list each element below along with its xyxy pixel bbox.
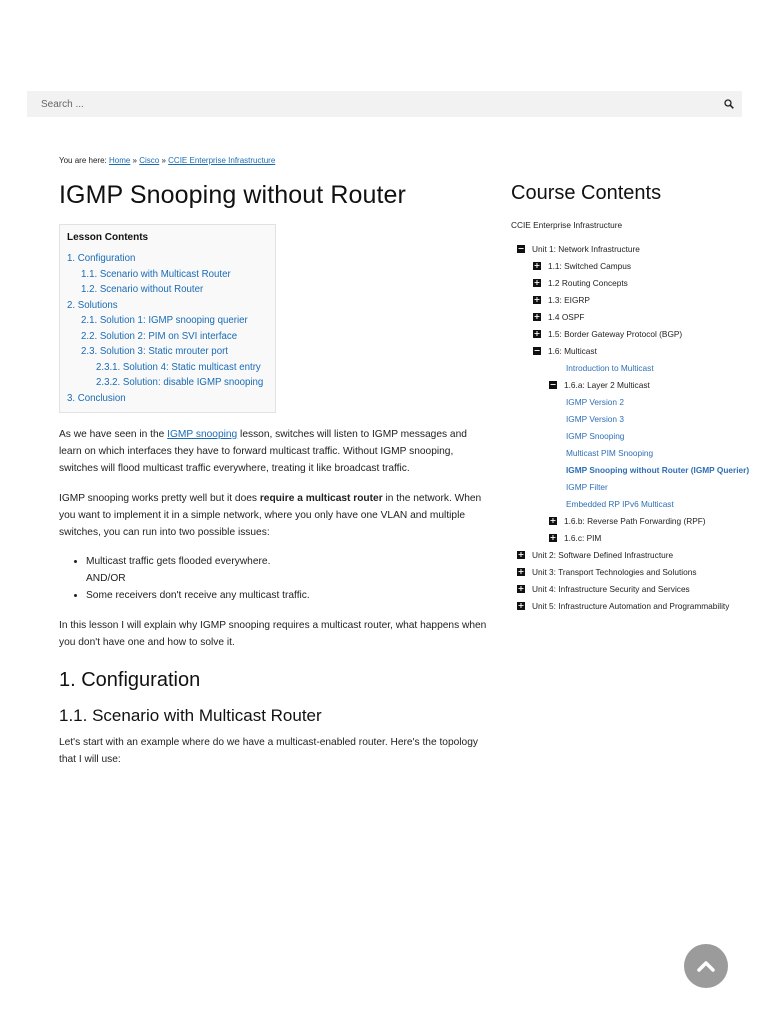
expand-icon[interactable]: +: [517, 584, 525, 593]
tree-item-label: Multicast PIM Snooping: [566, 448, 654, 458]
tree-item-label: 1.1: Switched Campus: [548, 261, 632, 271]
tree-item[interactable]: [511, 448, 751, 459]
breadcrumb-cisco[interactable]: Cisco: [139, 156, 160, 165]
tree-item[interactable]: [511, 414, 751, 425]
tree-item-label: Unit 1: Network Infrastructure: [532, 244, 640, 254]
p1-text: As we have seen in the: [59, 429, 168, 440]
tree-item-label: 1.6.b: Reverse Path Forwarding (RPF): [564, 516, 706, 526]
requirement-paragraph: [59, 490, 487, 541]
tree-item-label: 1.2 Routing Concepts: [548, 278, 628, 288]
tree-item[interactable]: [511, 312, 751, 323]
breadcrumb-ccie[interactable]: CCIE Enterprise Infrastructure: [168, 156, 276, 165]
tree-item[interactable]: [511, 363, 751, 374]
tree-item[interactable]: [511, 584, 751, 595]
lesson-contents: [59, 224, 276, 413]
toc-item[interactable]: 1.2. Scenario without Router: [81, 284, 204, 295]
tree-item-label: 1.6.a: Layer 2 Multicast: [564, 380, 650, 390]
scroll-to-top-button[interactable]: [684, 944, 728, 988]
search-button[interactable]: [716, 91, 742, 117]
expand-icon[interactable]: +: [533, 295, 541, 304]
expand-icon[interactable]: +: [549, 533, 557, 542]
lesson-contents-title: Lesson Contents: [67, 232, 149, 243]
toc-item[interactable]: 2. Solutions: [67, 299, 118, 311]
tree-item[interactable]: [511, 533, 751, 544]
toc-item[interactable]: 2.3.1. Solution 4: Static multicast entry: [96, 361, 261, 373]
expand-icon[interactable]: +: [517, 601, 525, 610]
tree-item[interactable]: [511, 601, 751, 612]
search-icon: [724, 99, 734, 109]
tree-item-label: 1.3: EIGRP: [548, 295, 590, 305]
heading-configuration: 1. Configuration: [59, 669, 201, 691]
lesson-summary-paragraph: In this lesson I will explain why IGMP snooping requires a multicast router, what happens when you don't have one and how to solve it.: [59, 620, 487, 648]
tree-item-label: Embedded RP IPv6 Multicast: [566, 499, 674, 509]
igmp-snooping-link[interactable]: IGMP snooping: [167, 429, 238, 440]
tree-item-label: IGMP Snooping without Router (IGMP Querier): [566, 465, 750, 475]
tree-item[interactable]: [511, 295, 751, 306]
tree-item[interactable]: [511, 550, 751, 561]
expand-icon[interactable]: +: [533, 261, 541, 270]
tree-item-label: 1.6: Multicast: [548, 346, 597, 356]
collapse-icon[interactable]: −: [549, 380, 557, 389]
tree-item[interactable]: [511, 516, 751, 527]
tree-item[interactable]: [511, 397, 751, 408]
toc-item[interactable]: 3. Conclusion: [67, 392, 126, 404]
tree-item[interactable]: [511, 346, 751, 357]
toc-item[interactable]: 1. Configuration: [67, 253, 136, 264]
chevron-up-icon: [697, 960, 715, 972]
search-bar: [27, 91, 742, 117]
course-name: CCIE Enterprise Infrastructure: [511, 220, 623, 230]
tree-item-label: Unit 3: Transport Technologies and Solutions: [532, 567, 697, 577]
expand-icon[interactable]: +: [517, 550, 525, 559]
breadcrumb: [59, 156, 487, 165]
breadcrumb-prefix: You are here:: [59, 156, 109, 165]
tree-item[interactable]: [511, 380, 751, 391]
p1-text: lesson, switches will listen to IGMP messages and learn on which interfaces they have to forward multicast traffic. Without IGMP snooping, switches will flood multicast traffic everywhere, treating it like broadcast traffic.: [59, 429, 467, 474]
expand-icon[interactable]: +: [533, 329, 541, 338]
tree-item[interactable]: [511, 499, 751, 510]
tree-item[interactable]: [511, 329, 751, 340]
tree-item[interactable]: [511, 567, 751, 578]
tree-item[interactable]: [511, 261, 751, 272]
expand-icon[interactable]: +: [533, 312, 541, 321]
toc-item[interactable]: 1.1. Scenario with Multicast Router: [81, 268, 231, 280]
tree-item-label: Unit 5: Infrastructure Automation and Programmability: [532, 601, 730, 611]
tree-item-label: Unit 2: Software Defined Infrastructure: [532, 550, 674, 560]
breadcrumb-separator: »: [159, 156, 169, 165]
list-item: [86, 553, 487, 587]
collapse-icon[interactable]: −: [517, 244, 525, 253]
p2-text: IGMP snooping works pretty well but it does: [59, 493, 260, 504]
intro-paragraph: [59, 426, 487, 477]
expand-icon[interactable]: +: [549, 516, 557, 525]
p2-bold: require a multicast router: [259, 493, 383, 504]
toc-item[interactable]: 2.3. Solution 3: Static mrouter port: [81, 346, 229, 357]
tree-item-label: IGMP Version 2: [566, 397, 624, 407]
tree-item-label: IGMP Filter: [566, 482, 608, 492]
toc-item[interactable]: 2.3.2. Solution: disable IGMP snooping: [96, 377, 264, 388]
breadcrumb-home[interactable]: Home: [108, 156, 131, 165]
sidebar-title: Course Contents: [511, 182, 662, 204]
tree-item-label: 1.5: Border Gateway Protocol (BGP): [548, 329, 683, 339]
tree-item[interactable]: [511, 278, 751, 289]
course-tree: [511, 244, 751, 612]
tree-item[interactable]: [511, 431, 751, 442]
search-input[interactable]: [27, 92, 716, 116]
topology-paragraph: Let's start with an example where do we have a multicast-enabled router. Here's the topology that I will use:: [59, 737, 478, 765]
expand-icon[interactable]: +: [533, 278, 541, 287]
collapse-icon[interactable]: −: [533, 346, 541, 355]
tree-item[interactable]: [511, 482, 751, 493]
breadcrumb-separator: »: [130, 156, 140, 165]
tree-item-label: Unit 4: Infrastructure Security and Services: [532, 584, 690, 594]
toc-item[interactable]: 2.2. Solution 2: PIM on SVI interface: [81, 330, 238, 342]
tree-item-label: IGMP Version 3: [566, 414, 624, 424]
toc-item[interactable]: 2.1. Solution 1: IGMP snooping querier: [81, 315, 248, 326]
tree-item[interactable]: [511, 244, 751, 255]
tree-item-active[interactable]: [511, 465, 751, 476]
p2-text: in the network. When you want to implement it in a simple network, where you only have one VLAN and multiple switches, you can run into two possible issues:: [59, 493, 482, 538]
course-contents-sidebar: [511, 182, 751, 618]
list-item: • Some receivers don't receive any multicast traffic.: [86, 587, 487, 604]
heading-scenario-multicast-router: 1.1. Scenario with Multicast Router: [59, 706, 322, 725]
tree-item-label: IGMP Snooping: [566, 431, 625, 441]
expand-icon[interactable]: +: [517, 567, 525, 576]
tree-item-label: 1.4 OSPF: [548, 312, 585, 322]
issue-separator: AND/OR: [86, 573, 126, 584]
issue-1: Multicast traffic gets flooded everywhere.: [86, 556, 271, 567]
page-title: IGMP Snooping without Router: [59, 181, 406, 209]
issues-list: [59, 553, 487, 604]
tree-item-label: 1.6.c: PIM: [564, 533, 602, 543]
tree-item-label: Introduction to Multicast: [566, 363, 654, 373]
article: [59, 153, 487, 768]
